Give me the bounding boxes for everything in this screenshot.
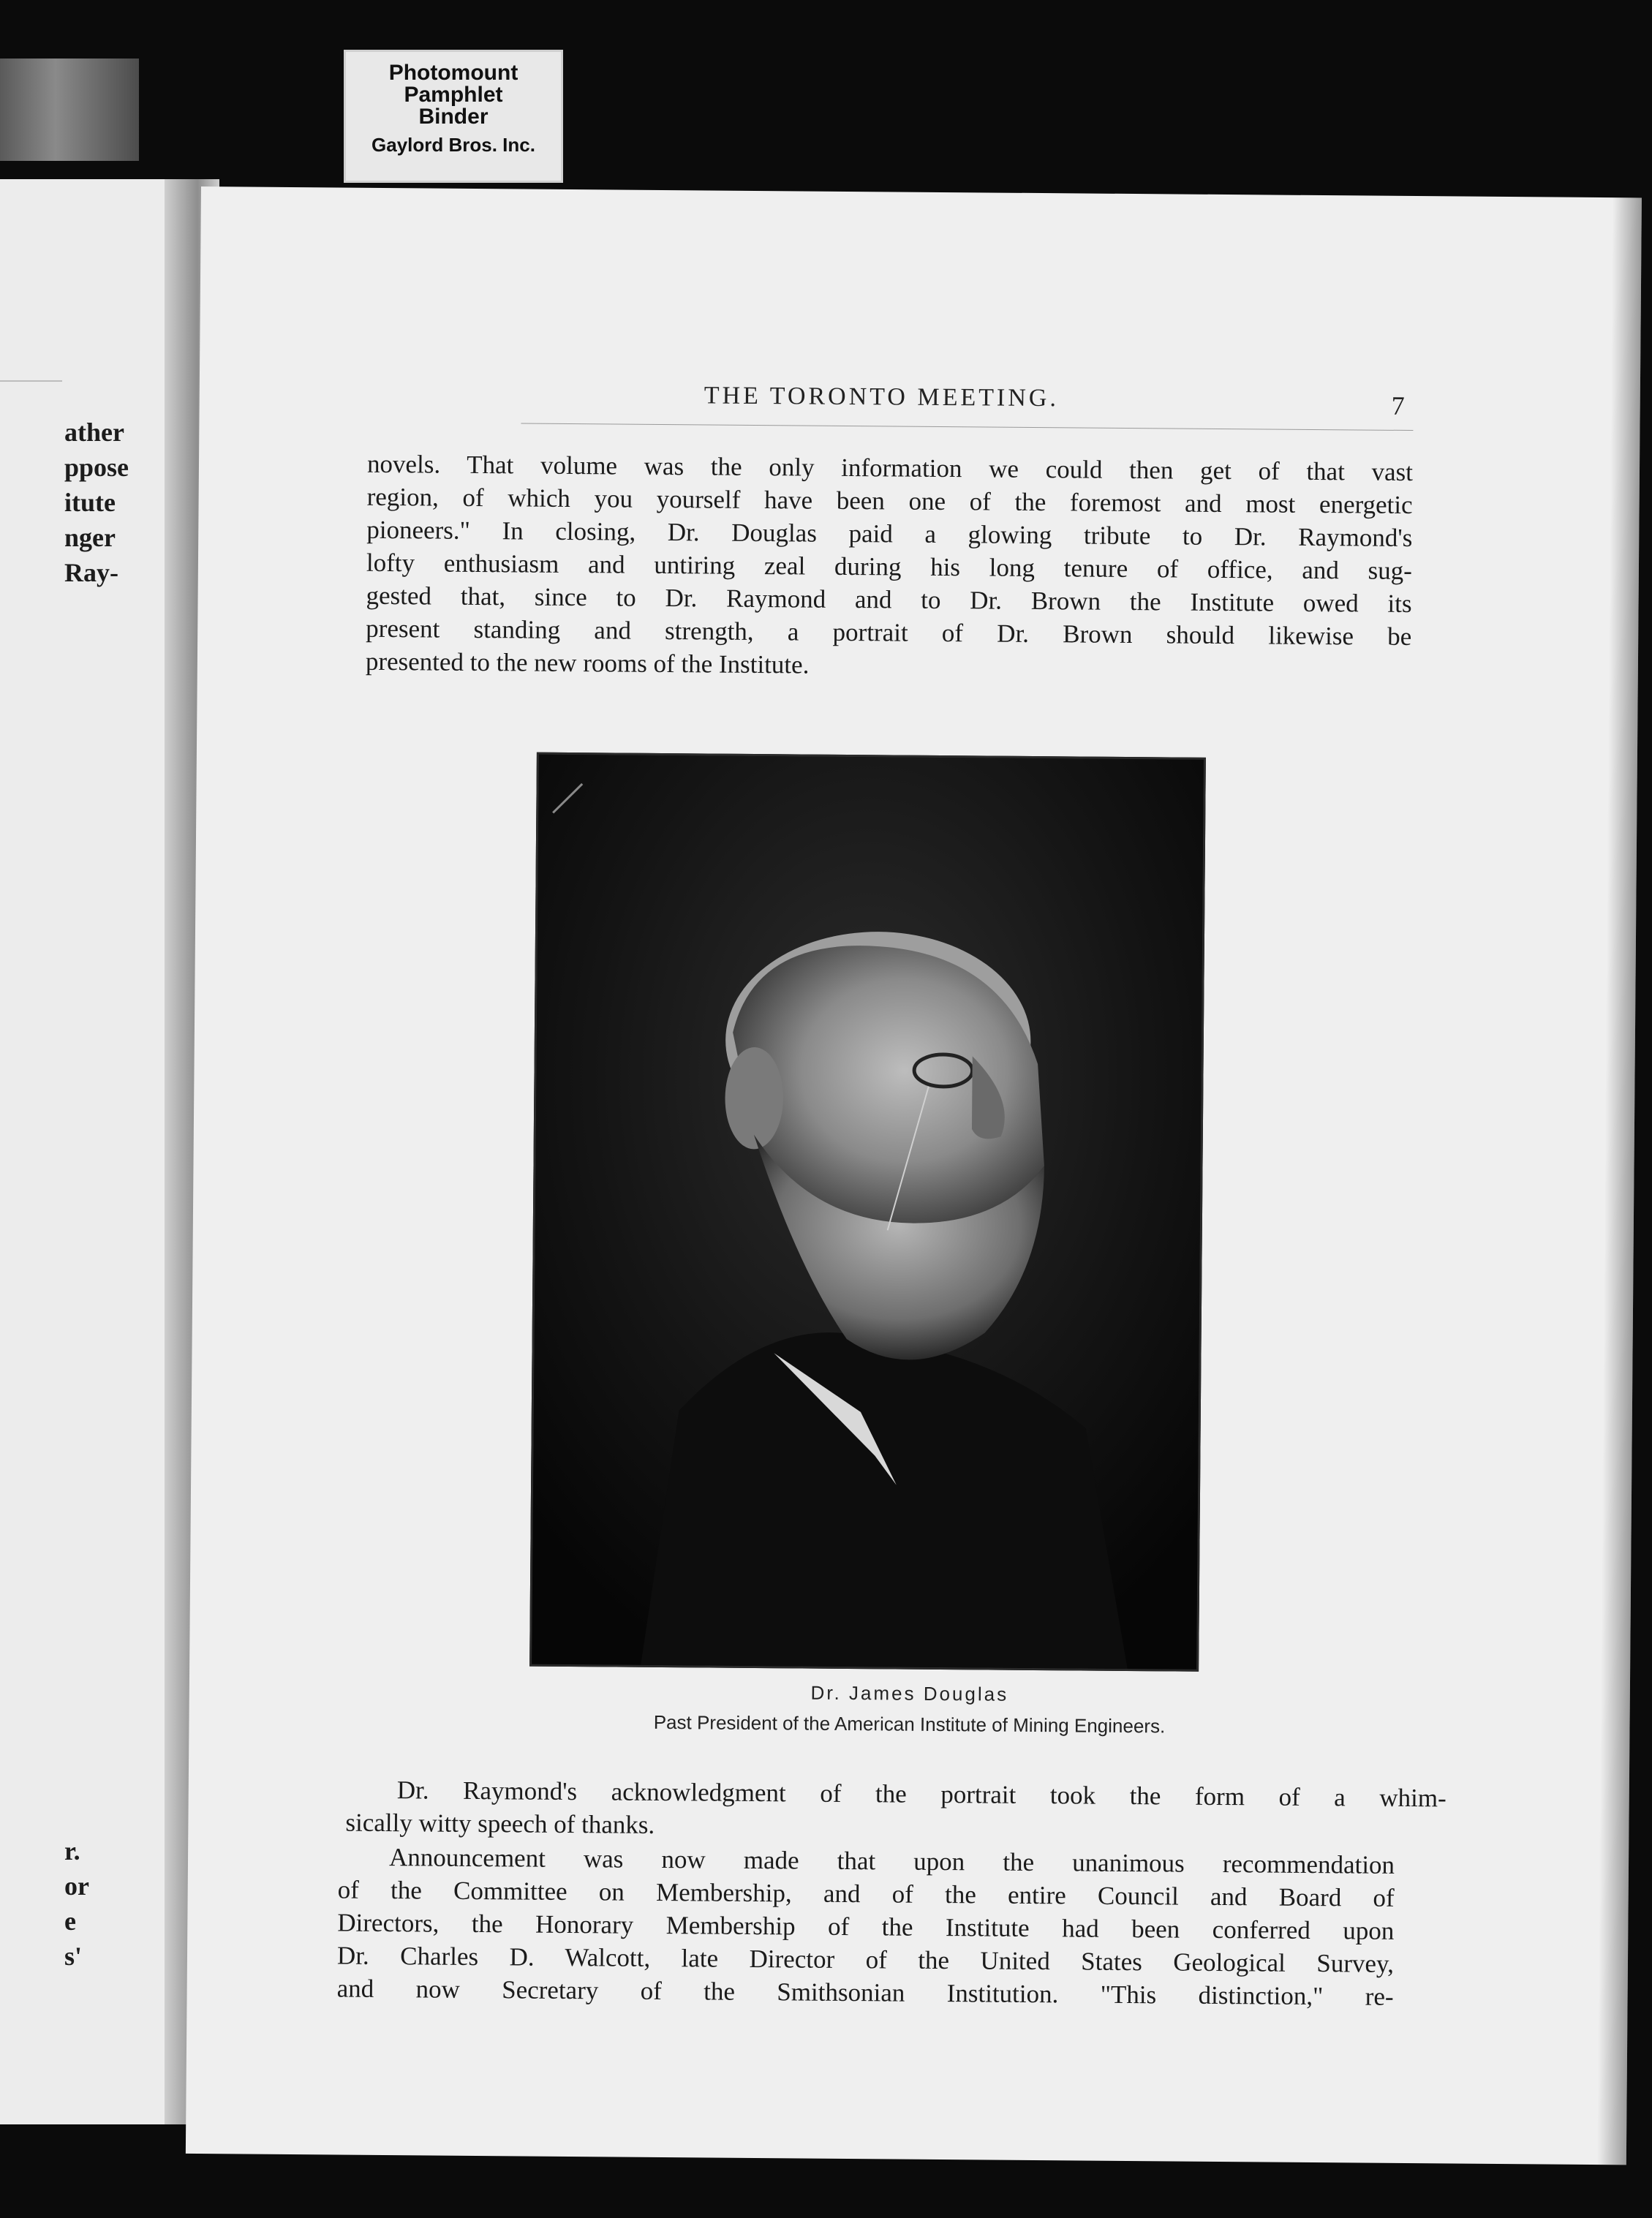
text-line: pioneers." In closing, Dr. Douglas paid a glowing tribute to Dr. Raymond's — [366, 515, 1413, 553]
text-line: region, of which you yourself have been one of the foremost and most energetic — [366, 482, 1413, 520]
running-head: THE TORONTO MEETING. — [704, 382, 1060, 412]
page-number: 7 — [1391, 391, 1405, 420]
text-line: novels. That volume was the only information we could then get of that vast — [366, 449, 1414, 487]
portrait-photograph — [529, 752, 1206, 1672]
portrait-caption-subtitle: Past President of the American Institute of Mining Engineers. — [653, 1710, 1166, 1738]
portrait-caption-name: Dr. James Douglas — [810, 1681, 1009, 1705]
book-page — [186, 186, 1642, 2165]
facing-page-rule — [0, 380, 62, 382]
text-line: of the Committee on Membership, and of the entire Council and Board of — [337, 1875, 1395, 1912]
header-rule — [521, 423, 1413, 431]
facing-page-fragment: or — [64, 1871, 89, 1901]
text-line: and now Secretary of the Smithsonian Institution. "This distinction," re- — [336, 1974, 1394, 2011]
facing-page-fragment: Ray- — [64, 558, 118, 587]
binder-label-line: Binder — [418, 105, 489, 129]
facing-page-fragment: s' — [64, 1942, 83, 1971]
binder-label-line: Pamphlet — [404, 83, 503, 107]
text-line: present standing and strength, a portrait of Dr. Brown should likewise be — [366, 614, 1412, 652]
binder-label-line: Photomount — [388, 61, 518, 85]
text-line: Directors, the Honorary Membership of the Institute had been conferred upon — [337, 1908, 1395, 1945]
torn-label-strip — [0, 59, 139, 161]
binder-label-maker: Gaylord Bros. Inc. — [371, 134, 535, 156]
text-line: lofty enthusiasm and untiring zeal during his long tenure of office, and sug- — [366, 548, 1413, 586]
text-line: Dr. Charles D. Walcott, late Director of the United States Geological Survey, — [336, 1941, 1395, 1978]
binder-label — [344, 50, 563, 183]
paragraph-raymond-acknowledgment — [345, 1773, 1447, 1848]
facing-page-fragment: itute — [64, 488, 116, 517]
facing-page-fragment: ather — [64, 418, 124, 447]
text-line: gested that, since to Dr. Raymond and to Dr. Brown the Institute owed its — [366, 581, 1412, 619]
text-line: Announcement was now made that upon the unanimous recommendation — [388, 1843, 1395, 1879]
facing-page-fragment: r. — [64, 1836, 80, 1866]
text-line: presented to the new rooms of the Institute. — [365, 646, 810, 679]
facing-page-fragment: e — [64, 1906, 76, 1936]
paragraph-honorary-membership — [336, 1841, 1395, 2013]
page-edge-shadow — [1597, 197, 1642, 2165]
facing-page-fragment: ppose — [64, 453, 129, 482]
text-line: sically witty speech of thanks. — [345, 1808, 655, 1839]
text-line: Dr. Raymond's acknowledgment of the portrait took the form of a whim- — [396, 1776, 1447, 1813]
paragraph-douglas-tribute — [366, 448, 1413, 686]
facing-page-fragment: nger — [64, 523, 116, 552]
